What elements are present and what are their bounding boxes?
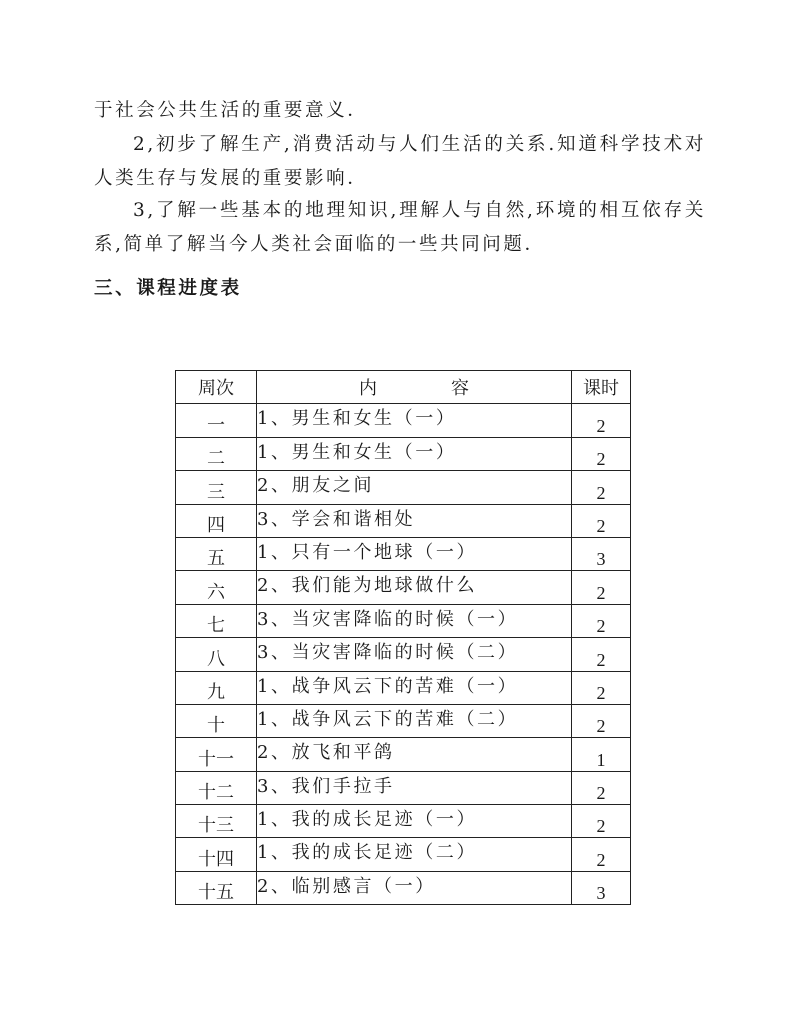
week-cell: 八 [176,638,257,671]
content-cell: 3、学会和谐相处 [257,504,572,537]
content-cell: 2、朋友之间 [257,471,572,504]
hours-cell: 2 [572,671,631,704]
content-cell: 2、临别感言（一） [257,871,572,904]
paragraph-objective-2: 2,初步了解生产,消费活动与人们生活的关系.知道科学技术对人类生存与发展的重要影响． [94,134,706,189]
table-row [176,704,631,737]
week-cell: 二 [176,437,257,470]
table-row [176,871,631,904]
week-cell: 九 [176,671,257,704]
week-cell: 十三 [176,805,257,838]
table-row [176,738,631,771]
content-header-char-1: 内 [359,378,377,400]
schedule-body [176,404,631,905]
content-cell: 3、当灾害降临的时候（一） [257,604,572,637]
content-cell: 1、我的成长足迹（一） [257,805,572,838]
hours-cell: 2 [572,471,631,504]
table-row [176,671,631,704]
week-cell: 十二 [176,771,257,804]
table-row [176,537,631,570]
hours-column-header: 课时 [572,371,631,404]
content-cell: 3、当灾害降临的时候（二） [257,638,572,671]
hours-cell: 2 [572,838,631,871]
week-cell: 七 [176,604,257,637]
hours-cell: 1 [572,738,631,771]
week-column-header: 周次 [176,371,257,404]
week-cell: 六 [176,571,257,604]
content-cell: 2、我们能为地球做什么 [257,571,572,604]
hours-cell: 2 [572,638,631,671]
week-cell: 十一 [176,738,257,771]
hours-cell: 2 [572,404,631,437]
hours-cell: 2 [572,571,631,604]
section-heading: 三、课程进度表 [94,278,242,299]
table-row [176,404,631,437]
table-row [176,771,631,804]
hours-cell: 2 [572,437,631,470]
hours-cell: 2 [572,704,631,737]
schedule-table [175,370,631,905]
paragraph-objective-3: 3,了解一些基本的地理知识,理解人与自然,环境的相互依存关系,简单了解当今人类社会面临的一些共同问题． [94,200,706,255]
table-row [176,838,631,871]
content-cell: 1、男生和女生（一） [257,404,572,437]
content-cell: 1、战争风云下的苦难（一） [257,671,572,704]
content-cell: 1、男生和女生（一） [257,437,572,470]
content-header-char-2: 容 [451,378,469,400]
week-cell: 十四 [176,838,257,871]
table-row [176,604,631,637]
hours-cell: 2 [572,771,631,804]
hours-cell: 3 [572,537,631,570]
week-cell: 十 [176,704,257,737]
week-cell: 五 [176,537,257,570]
table-header-row [176,371,631,404]
content-column-header [257,371,572,404]
hours-cell: 3 [572,871,631,904]
content-cell: 3、我们手拉手 [257,771,572,804]
hours-cell: 2 [572,805,631,838]
paragraph-continuation: 于社会公共生活的重要意义． [94,100,369,121]
table-row [176,504,631,537]
content-cell: 1、我的成长足迹（二） [257,838,572,871]
content-cell: 1、只有一个地球（一） [257,537,572,570]
table-row [176,638,631,671]
table-row [176,471,631,504]
week-cell: 十五 [176,871,257,904]
hours-cell: 2 [572,604,631,637]
table-row [176,805,631,838]
table-row [176,437,631,470]
content-cell: 2、放飞和平鸽 [257,738,572,771]
week-cell: 四 [176,504,257,537]
content-cell: 1、战争风云下的苦难（二） [257,704,572,737]
hours-cell: 2 [572,504,631,537]
week-cell: 三 [176,471,257,504]
week-cell: 一 [176,404,257,437]
table-row [176,571,631,604]
